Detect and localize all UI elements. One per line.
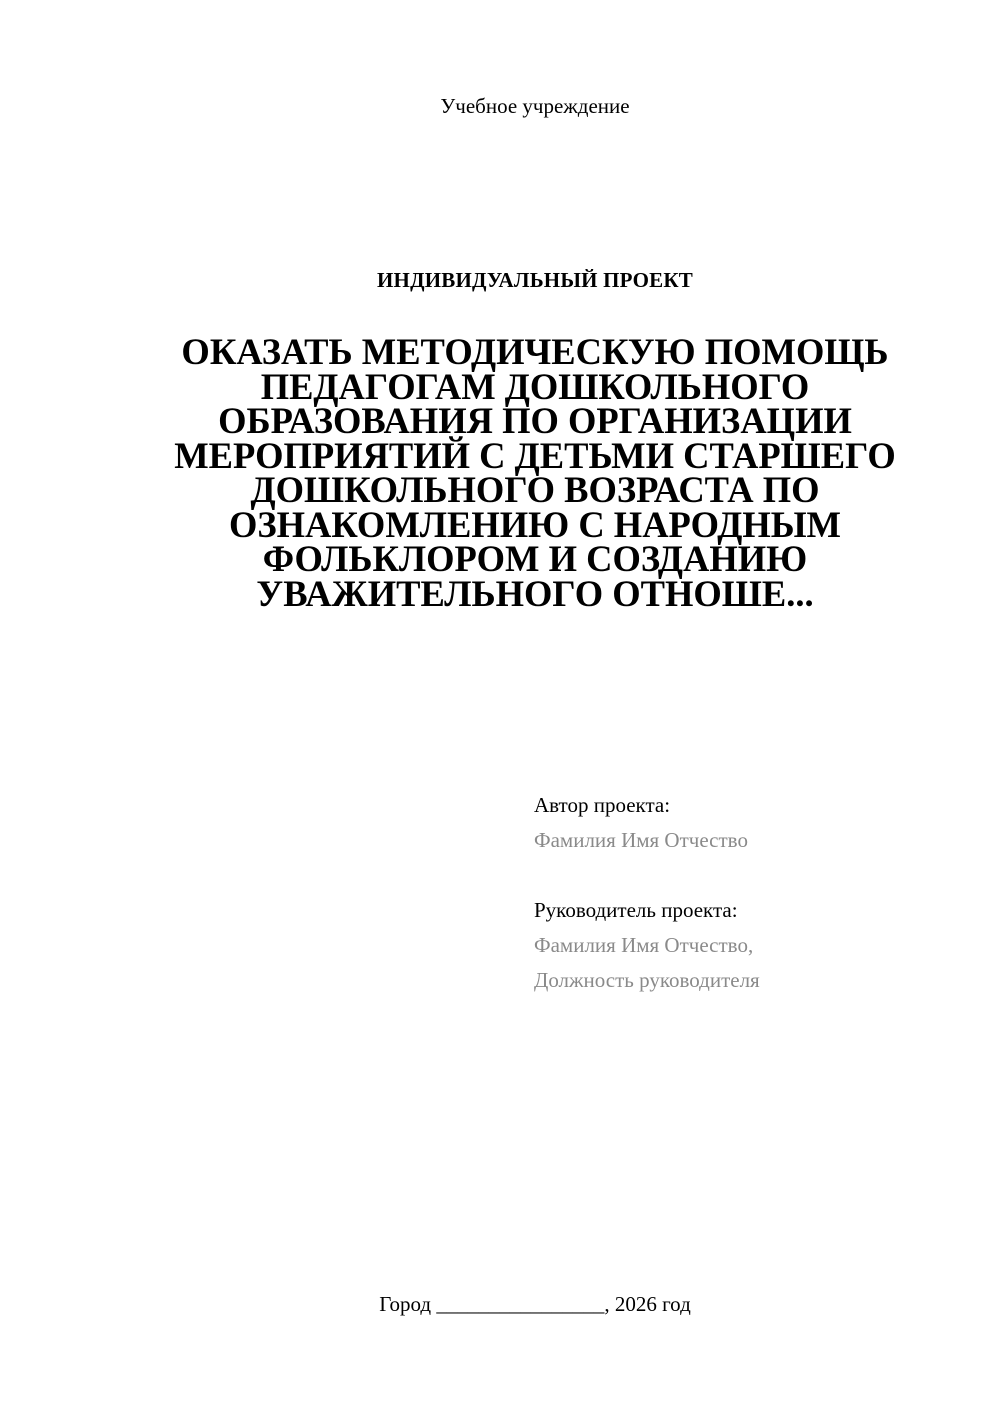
supervisor-label: Руководитель проекта:	[534, 898, 738, 922]
supervisor-name: Фамилия Имя Отчество,	[534, 933, 754, 957]
institution-name: Учебное учреждение	[440, 94, 630, 118]
project-title	[140, 331, 930, 614]
project-title-line: ДОШКОЛЬНОГО ВОЗРАСТА ПО	[250, 469, 820, 510]
credits-block	[534, 788, 974, 998]
author-name: Фамилия Имя Отчество	[534, 828, 748, 852]
project-type-heading: ИНДИВИДУАЛЬНЫЙ ПРОЕКТ	[377, 268, 693, 292]
author-label: Автор проекта:	[534, 793, 671, 817]
project-title-line: ПЕДАГОГАМ ДОШКОЛЬНОГО	[260, 365, 810, 407]
project-title-line: УВАЖИТЕЛЬНОГО ОТНОШЕ...	[256, 572, 814, 614]
city-year-footer: Город ________________, 2026 год	[379, 1292, 691, 1316]
project-title-line: ОЗНАКОМЛЕНИЮ С НАРОДНЫМ	[228, 503, 842, 545]
project-title-line: ОКАЗАТЬ МЕТОДИЧЕСКУЮ ПОМОЩЬ	[181, 331, 889, 372]
supervisor-position: Должность руководителя	[534, 968, 760, 992]
project-title-line: МЕРОПРИЯТИЙ С ДЕТЬМИ СТАРШЕГО	[174, 434, 896, 476]
project-title-line: ФОЛЬКЛОРОМ И СОЗДАНИЮ	[262, 538, 808, 579]
project-title-line: ОБРАЗОВАНИЯ ПО ОРГАНИЗАЦИИ	[218, 400, 852, 441]
spacer	[534, 858, 974, 893]
